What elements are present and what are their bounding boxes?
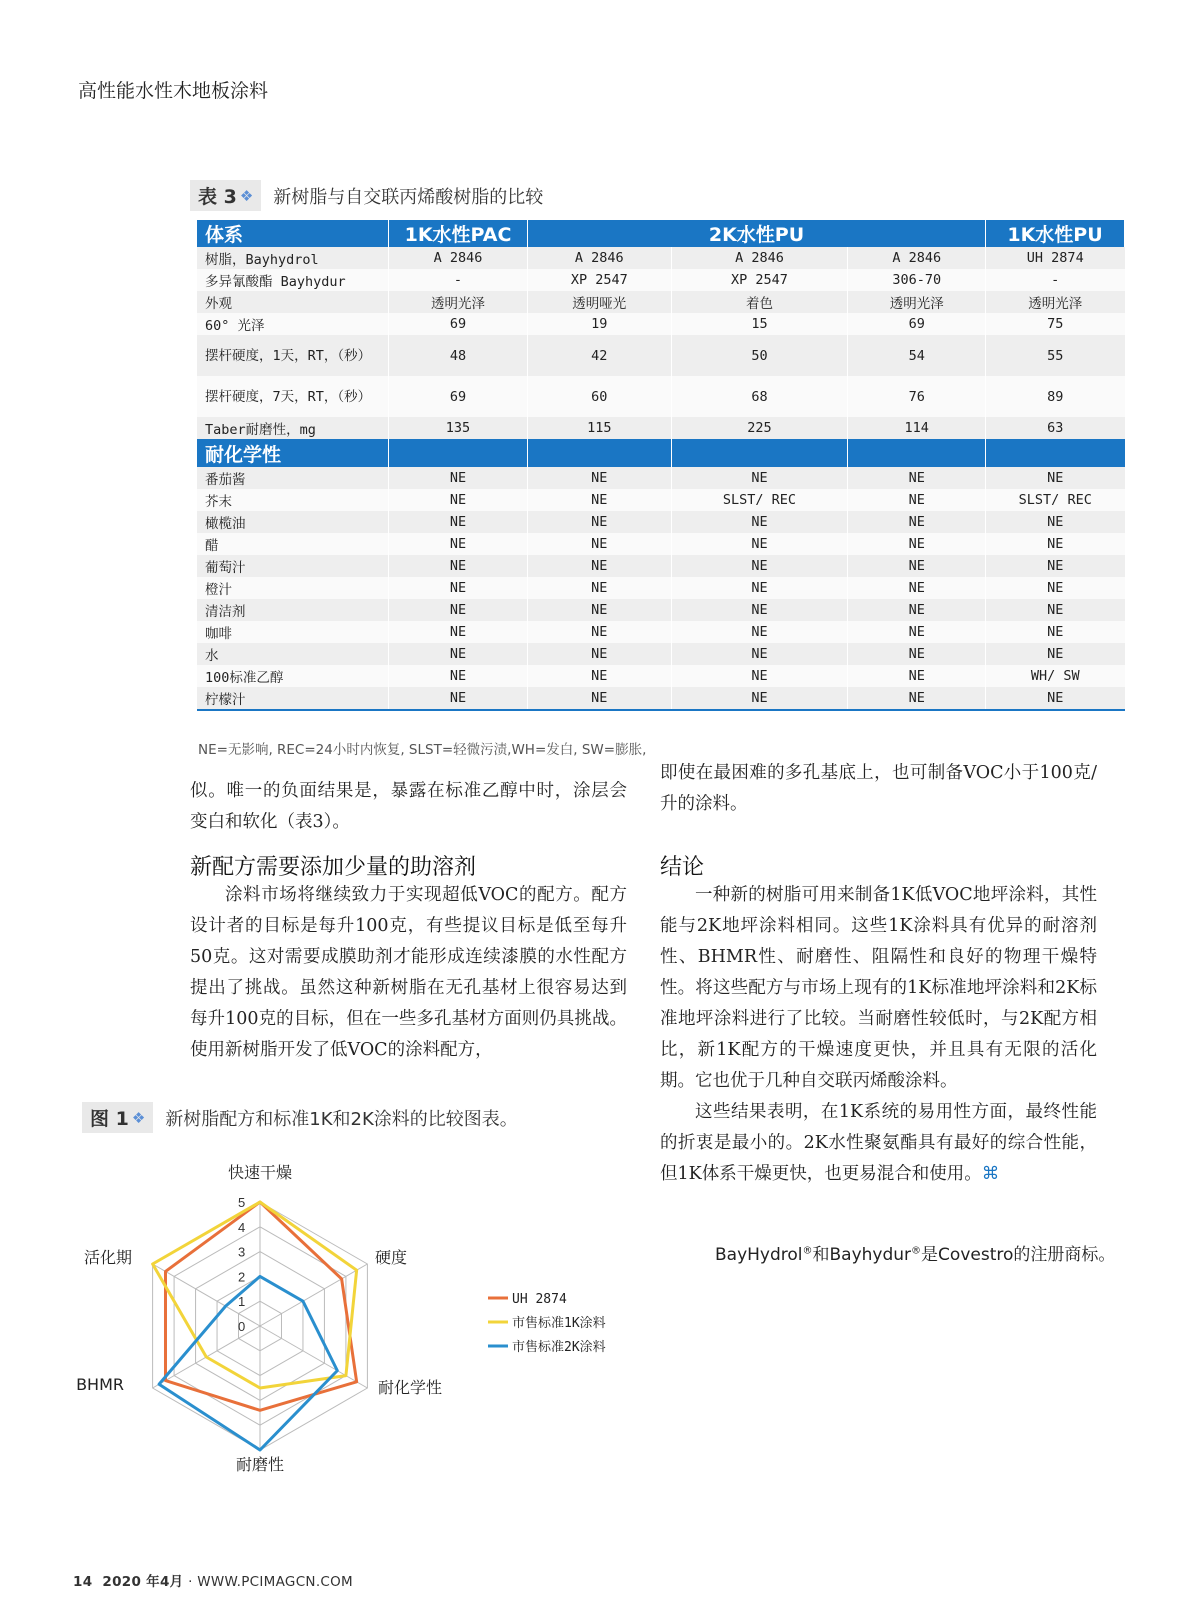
row-label: 芥末 bbox=[197, 489, 389, 511]
row-label: 100标准乙醇 bbox=[197, 665, 389, 687]
tick-label: 0 bbox=[238, 1319, 246, 1334]
table-cell: NE bbox=[389, 687, 528, 710]
running-title: 高性能水性木地板涂料 bbox=[78, 80, 269, 102]
header-2k-pu: 2K水性PU bbox=[528, 220, 986, 247]
table-cell: NE bbox=[986, 577, 1125, 599]
table-cell: A 2846 bbox=[848, 247, 986, 269]
row-label: 橄榄油 bbox=[197, 511, 389, 533]
table-row bbox=[197, 577, 1125, 599]
table-cell: NE bbox=[986, 467, 1125, 489]
header-1k-pu: 1K水性PU bbox=[986, 220, 1125, 247]
left-column-top bbox=[190, 776, 627, 838]
table-cell: 306-70 bbox=[848, 269, 986, 291]
table-cell: NE bbox=[848, 533, 986, 555]
table-title: 新树脂与自交联丙烯酸树脂的比较 bbox=[273, 186, 544, 208]
row-label: 60° 光泽 bbox=[197, 313, 389, 335]
table-cell: 着色 bbox=[671, 291, 848, 313]
table-cell: NE bbox=[986, 555, 1125, 577]
paragraph: 即使在最困难的多孔基底上，也可制备VOC小于100克/升的涂料。 bbox=[660, 763, 1097, 814]
table-row bbox=[197, 599, 1125, 621]
row-label: 醋 bbox=[197, 533, 389, 555]
tick-label: 4 bbox=[238, 1219, 246, 1235]
diamond-icon: ❖ bbox=[239, 186, 254, 205]
section-spacer bbox=[671, 439, 848, 467]
table-cell: NE bbox=[848, 511, 986, 533]
table-cell: 69 bbox=[389, 376, 528, 417]
table-cell: NE bbox=[671, 643, 848, 665]
table-cell: NE bbox=[389, 621, 528, 643]
table-cell: NE bbox=[986, 687, 1125, 710]
table-cell: NE bbox=[671, 687, 848, 710]
table-cell: NE bbox=[528, 665, 672, 687]
table-cell: NE bbox=[848, 555, 986, 577]
table-row bbox=[197, 511, 1125, 533]
section-heading-cosolvent: 新配方需要添加少量的助溶剂 bbox=[190, 855, 477, 880]
table-cell: 55 bbox=[986, 335, 1125, 376]
table-cell: 114 bbox=[848, 417, 986, 439]
table-row bbox=[197, 269, 1125, 291]
diamond-icon: ❖ bbox=[131, 1108, 146, 1127]
table-cell: NE bbox=[671, 621, 848, 643]
table-cell: UH 2874 bbox=[986, 247, 1125, 269]
table-cell: - bbox=[986, 269, 1125, 291]
table-row bbox=[197, 489, 1125, 511]
table-cell: SLST/ REC bbox=[986, 489, 1125, 511]
axis-label: 耐磨性 bbox=[235, 1455, 285, 1474]
table-row bbox=[197, 665, 1125, 687]
legend-entry: 市售标准1K涂料 bbox=[512, 1316, 606, 1331]
section-spacer bbox=[848, 439, 986, 467]
header-system: 体系 bbox=[197, 220, 389, 247]
table-cell: NE bbox=[848, 665, 986, 687]
table-cell: NE bbox=[389, 643, 528, 665]
table-cell: NE bbox=[671, 577, 848, 599]
table-cell: 225 bbox=[671, 417, 848, 439]
paragraph: 这些结果表明，在1K系统的易用性方面，最终性能的折衷是最小的。2K水性聚氨酯具有最好的综合性能，但1K体系干燥更快，也更易混合和使用。⌘ bbox=[660, 1102, 1097, 1184]
row-label: 多异氰酸酯 Bayhydur bbox=[197, 269, 389, 291]
table-cell: NE bbox=[389, 533, 528, 555]
header-1k-pac: 1K水性PAC bbox=[389, 220, 528, 247]
table-cell: NE bbox=[389, 511, 528, 533]
table-cell: 48 bbox=[389, 335, 528, 376]
paragraph: 一种新的树脂可用来制备1K低VOC地坪涂料，其性能与2K地坪涂料相同。这些1K涂料具有优异的耐溶剂性、BHMR性、耐磨性、阻隔性和良好的物理干燥特性。将这些配方与市场上现有的1K标准地坪涂料和2K标准地坪涂料进行了比较。当耐磨性较低时，与2K配方相比，新1K配方的干燥速度更快，并且具有无限的活化期。它也优于几种自交联丙烯酸涂料。 bbox=[660, 885, 1097, 1091]
row-label: 清洁剂 bbox=[197, 599, 389, 621]
row-label: 摆杆硬度，7天，RT，（秒） bbox=[197, 376, 389, 417]
axis-label: 耐化学性 bbox=[378, 1378, 443, 1397]
table-cell: NE bbox=[671, 555, 848, 577]
table-cell: NE bbox=[389, 467, 528, 489]
table-cell: NE bbox=[389, 489, 528, 511]
paragraph: 涂料市场将继续致力于实现超低VOC的配方。配方设计者的目标是每升100克，有些提议目标是低至每升50克。这对需要成膜助剂才能形成连续漆膜的水性配方提出了挑战。虽然这种新树脂在无孔基材上很容易达到每升100克的目标，但在一些多孔基材方面则仍具挑战。使用新树脂开发了低VOC的涂料配方， bbox=[190, 885, 627, 1060]
table-cell: 透明光泽 bbox=[389, 291, 528, 313]
right-column-top bbox=[660, 758, 1097, 820]
row-label: 树脂，Bayhydrol bbox=[197, 247, 389, 269]
table-cell: 115 bbox=[528, 417, 672, 439]
table-cell: NE bbox=[389, 555, 528, 577]
issue-date: 2020 年4月 bbox=[102, 1574, 184, 1590]
table-cell: NE bbox=[528, 687, 672, 710]
axis-label: BHMR bbox=[76, 1375, 124, 1394]
chem-section-row bbox=[197, 439, 1125, 467]
table-cell: NE bbox=[848, 577, 986, 599]
row-label: 水 bbox=[197, 643, 389, 665]
table-cell: NE bbox=[528, 467, 672, 489]
table-row bbox=[197, 335, 1125, 376]
legend-entry: UH 2874 bbox=[512, 1292, 567, 1307]
table-cell: NE bbox=[528, 599, 672, 621]
table-cell: NE bbox=[848, 599, 986, 621]
table-cell: NE bbox=[671, 599, 848, 621]
table-cell: NE bbox=[848, 643, 986, 665]
table-cell: SLST/ REC bbox=[671, 489, 848, 511]
table-cell: 42 bbox=[528, 335, 672, 376]
row-label: 外观 bbox=[197, 291, 389, 313]
table-cell: A 2846 bbox=[389, 247, 528, 269]
right-column-body bbox=[660, 880, 1097, 1190]
figure-caption bbox=[82, 1102, 518, 1133]
table-cell: 19 bbox=[528, 313, 672, 335]
series-line bbox=[159, 1276, 337, 1450]
row-label: 摆杆硬度，1天，RT，（秒） bbox=[197, 335, 389, 376]
table-cell: NE bbox=[671, 511, 848, 533]
table-cell: 89 bbox=[986, 376, 1125, 417]
table-cell: NE bbox=[389, 577, 528, 599]
tick-label: 2 bbox=[238, 1269, 246, 1285]
section-spacer bbox=[528, 439, 672, 467]
row-label: 葡萄汁 bbox=[197, 555, 389, 577]
table-cell: NE bbox=[528, 533, 672, 555]
table-cell: 透明光泽 bbox=[986, 291, 1125, 313]
table-footnote: NE=无影响, REC=24小时内恢复, SLST=轻微污渍,WH=发白, SW=膨胀, bbox=[198, 742, 647, 758]
table-row bbox=[197, 313, 1125, 335]
table-cell: NE bbox=[986, 533, 1125, 555]
table-row bbox=[197, 247, 1125, 269]
table-row bbox=[197, 291, 1125, 313]
axis-label: 活化期 bbox=[83, 1248, 132, 1267]
left-column-body bbox=[190, 880, 627, 1066]
figure-tag: 图 1 ❖ bbox=[82, 1102, 153, 1133]
table-cell: NE bbox=[848, 489, 986, 511]
table-cell: NE bbox=[528, 511, 672, 533]
table-cell: 135 bbox=[389, 417, 528, 439]
row-label: 番茄酱 bbox=[197, 467, 389, 489]
table-cell: 76 bbox=[848, 376, 986, 417]
tick-label: 3 bbox=[238, 1244, 246, 1260]
page-footer bbox=[73, 1570, 353, 1590]
table-cell: A 2846 bbox=[671, 247, 848, 269]
table-cell: NE bbox=[528, 577, 672, 599]
website: WWW.PCIMAGCN.COM bbox=[197, 1574, 354, 1590]
table-row bbox=[197, 467, 1125, 489]
table-cell: NE bbox=[671, 665, 848, 687]
table-cell: NE bbox=[848, 621, 986, 643]
row-label: 咖啡 bbox=[197, 621, 389, 643]
table-cell: NE bbox=[671, 467, 848, 489]
table-cell: WH/ SW bbox=[986, 665, 1125, 687]
table-row bbox=[197, 621, 1125, 643]
section-spacer bbox=[986, 439, 1125, 467]
table-row bbox=[197, 687, 1125, 710]
radar-chart bbox=[76, 1163, 660, 1520]
table-cell: NE bbox=[389, 599, 528, 621]
table-cell: NE bbox=[528, 643, 672, 665]
comparison-table bbox=[197, 220, 1125, 711]
table-cell: NE bbox=[986, 599, 1125, 621]
table-cell: NE bbox=[986, 643, 1125, 665]
table-header-row bbox=[197, 220, 1125, 247]
axis-label: 硬度 bbox=[375, 1248, 408, 1267]
table-cell: NE bbox=[671, 533, 848, 555]
table-cell: 透明光泽 bbox=[848, 291, 986, 313]
page-number: 14 bbox=[73, 1574, 93, 1590]
table-cell: XP 2547 bbox=[528, 269, 672, 291]
paragraph: 似。唯一的负面结果是，暴露在标准乙醇中时，涂层会变白和软化（表3）。 bbox=[190, 781, 627, 832]
table-row bbox=[197, 417, 1125, 439]
table-row bbox=[197, 533, 1125, 555]
table-tag: 表 3 ❖ bbox=[190, 180, 261, 211]
table-cell: 50 bbox=[671, 335, 848, 376]
chem-section-title: 耐化学性 bbox=[197, 439, 389, 467]
table-cell: NE bbox=[986, 621, 1125, 643]
row-label: 橙汁 bbox=[197, 577, 389, 599]
row-label: Taber耐磨性，mg bbox=[197, 417, 389, 439]
table-cell: NE bbox=[848, 467, 986, 489]
table-cell: 75 bbox=[986, 313, 1125, 335]
table-cell: A 2846 bbox=[528, 247, 672, 269]
table-cell: 54 bbox=[848, 335, 986, 376]
table-cell: 60 bbox=[528, 376, 672, 417]
table-cell: - bbox=[389, 269, 528, 291]
footer-separator: · bbox=[188, 1574, 193, 1590]
table-cell: 透明哑光 bbox=[528, 291, 672, 313]
end-mark-icon: ⌘ bbox=[981, 1164, 1000, 1184]
legend-entry: 市售标准2K涂料 bbox=[512, 1340, 606, 1355]
section-spacer bbox=[389, 439, 528, 467]
table-row bbox=[197, 555, 1125, 577]
table-cell: 69 bbox=[389, 313, 528, 335]
tick-label: 1 bbox=[238, 1294, 246, 1310]
table-cell: NE bbox=[528, 555, 672, 577]
tick-label: 5 bbox=[238, 1195, 246, 1210]
axis-label: 快速干燥 bbox=[227, 1163, 293, 1182]
figure-title: 新树脂配方和标准1K和2K涂料的比较图表。 bbox=[165, 1108, 518, 1130]
row-label: 柠檬汁 bbox=[197, 687, 389, 710]
table-cell: 15 bbox=[671, 313, 848, 335]
table-row bbox=[197, 376, 1125, 417]
table-cell: XP 2547 bbox=[671, 269, 848, 291]
table-cell: NE bbox=[986, 511, 1125, 533]
table-caption bbox=[190, 180, 543, 211]
table-cell: NE bbox=[528, 489, 672, 511]
table-cell: 69 bbox=[848, 313, 986, 335]
trademark-note: BayHydrol®和Bayhydur®是Covestro的注册商标。 bbox=[715, 1245, 1116, 1265]
table-cell: 63 bbox=[986, 417, 1125, 439]
table-cell: 68 bbox=[671, 376, 848, 417]
table-cell: NE bbox=[528, 621, 672, 643]
table-row bbox=[197, 643, 1125, 665]
section-heading-conclusion: 结论 bbox=[660, 855, 705, 880]
table-cell: NE bbox=[848, 687, 986, 710]
table-cell: NE bbox=[389, 665, 528, 687]
